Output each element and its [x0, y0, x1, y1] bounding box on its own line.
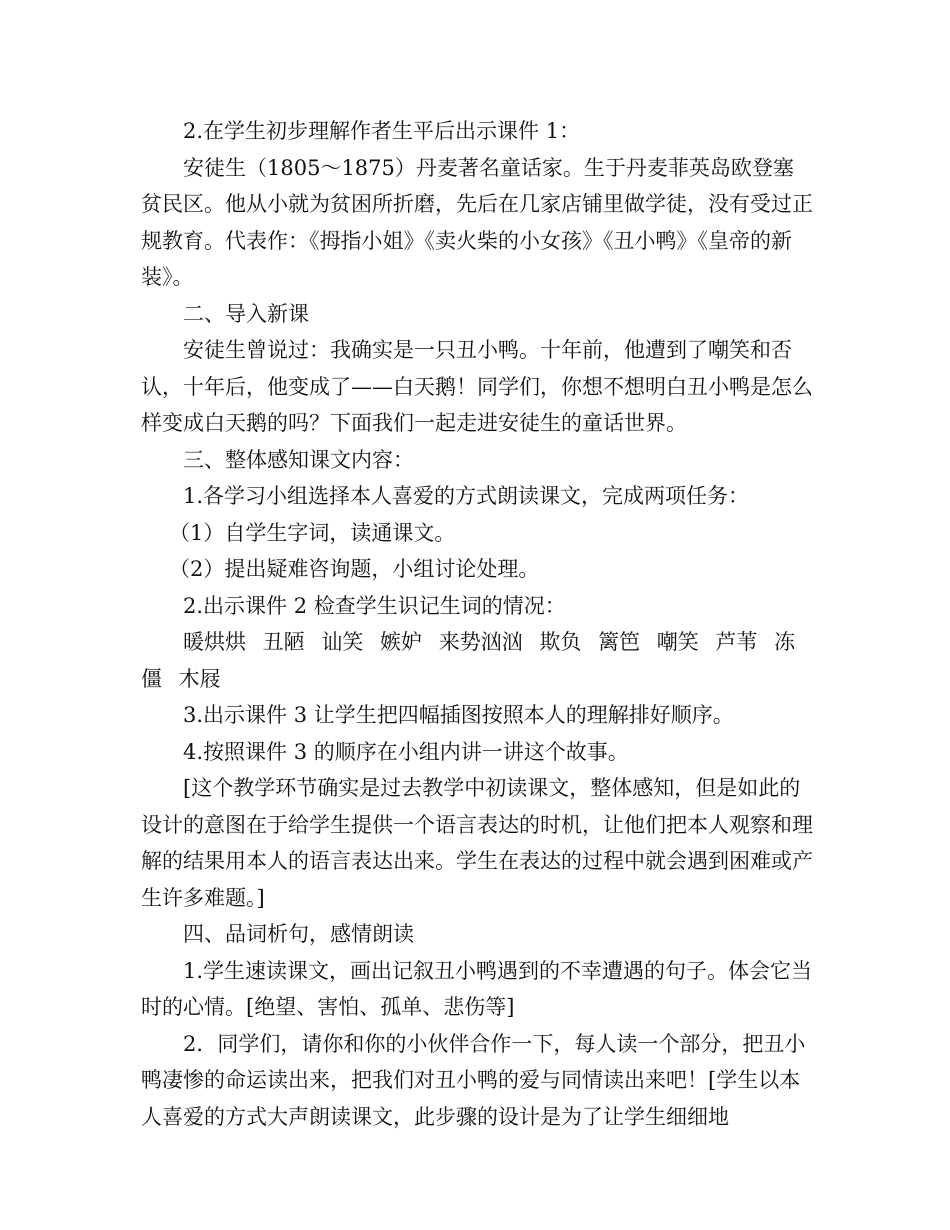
paragraph-cooperative-reading: 2．同学们，请你和你的小伙伴合作一下，每人读一个部分，把丑小鸭凄惨的命运读出来，把我们对丑小鸭的爱与同情读出来吧！[学生以本人喜爱的方式大声朗读课文，此步骤的设计是为了让学生细细地 [141, 1031, 806, 1129]
paragraph-design-note: [这个教学环节确实是过去教学中初读课文，整体感知，但是如此的设计的意图在于给学生提供一个语言表达的时机，让他们把本人观察和理解的结果用本人的语言表达出来。学生在表达的过程中就会遇到困难或产生许多难题。] [141, 776, 813, 910]
heading-introduce-new-lesson: 二、导入新课 [183, 301, 309, 326]
task-1: （1）自学生字词，读通课文。 [169, 520, 456, 545]
heading-word-analysis: 四、品词析句，感情朗读 [183, 922, 414, 946]
vocabulary-list: 暖烘烘 丑陋 讪笑 嫉妒 来势汹汹 欺负 篱笆 嘲笑 芦苇 冻僵 木屐 [141, 630, 796, 691]
paragraph-courseware-2: 2.出示课件 2 检查学生识记生词的情况： [183, 593, 566, 618]
heading-overall-perception: 三、整体感知课文内容： [183, 447, 414, 472]
paragraph-introduction: 安徒生曾说过：我确实是一只丑小鸭。十年前，他遭到了嘲笑和否认，十年后，他变成了——白天鹅！同学们，你想不想明白丑小鸭是怎么样变成白天鹅的吗？下面我们一起走进安徒生的童话世界。 [141, 338, 813, 435]
paragraph-group-reading: 1.各学习小组选择本人喜爱的方式朗读课文，完成两项任务： [183, 484, 750, 508]
paragraph-courseware-3: 3.出示课件 3 让学生把四幅插图按照本人的理解排好顺序。 [183, 703, 734, 727]
paragraph-andersen-bio: 安徒生（1805～1875）丹麦著名童话家。生于丹麦菲英岛欧登塞贫民区。他从小就为贫困所折磨，先后在几家店铺里做学徒，没有受过正规教育。代表作：《拇指小姐》《卖火柴的小女孩》《丑小鸭》《皇帝的新装》。 [141, 155, 813, 289]
document-body [141, 113, 813, 1135]
task-2: （2）提出疑难咨询题，小组讨论处理。 [169, 557, 540, 581]
paragraph-story-telling: 4.按照课件 3 的顺序在小组内讲一讲这个故事。 [183, 739, 629, 764]
paragraph-speed-reading: 1.学生速读课文，画出记叙丑小鸭遇到的不幸遭遇的句子。体会它当时的心情。[绝望、害怕、孤单、悲伤等] [141, 958, 813, 1019]
paragraph-courseware-1: 2.在学生初步理解作者生平后出示课件 1： [183, 119, 581, 143]
